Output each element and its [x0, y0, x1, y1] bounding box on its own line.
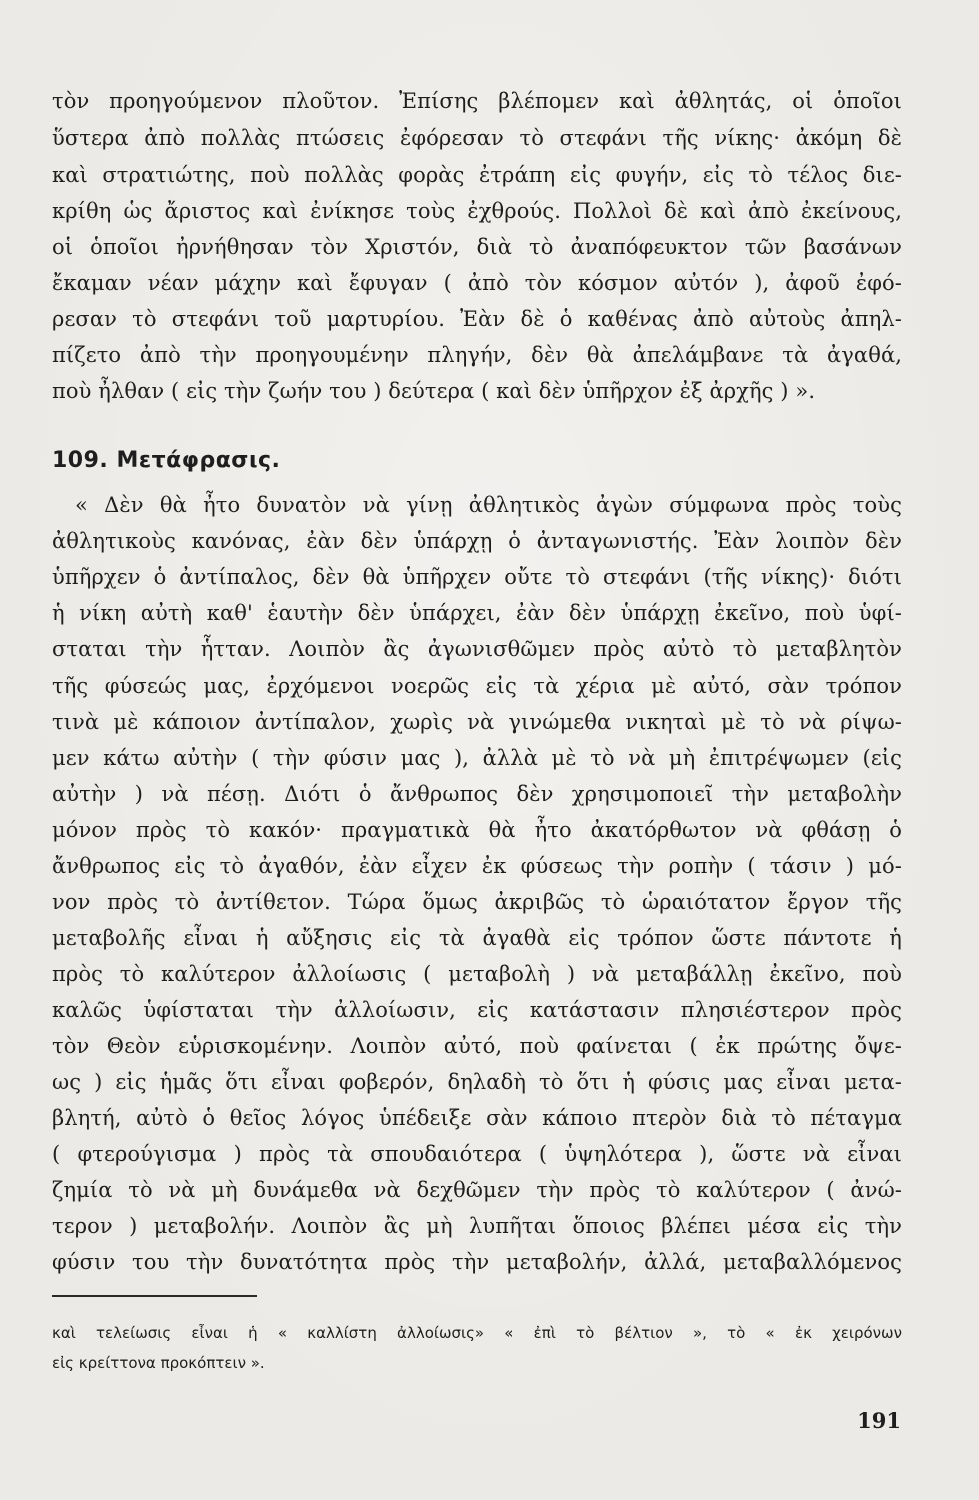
text-line: ως ) εἰς ἡμᾶς ὅτι εἶναι φοβερόν, δηλαδὴ τὸ ὅτι ἡ φύσις μας εἶναι μετα- [52, 1070, 902, 1094]
text-line: ἡ νίκη αὐτὴ καθ' ἑαυτὴν δὲν ὑπάρχει, ἐὰν δὲν ὑπάρχῃ ἐκεῖνο, ποὺ ὑφί- [52, 601, 902, 625]
text-line: ( φτερούγισμα ) πρὸς τὰ σπουδαιότερα ( ὑψηλότερα ), ὥστε νὰ εἶναι [52, 1142, 902, 1166]
text-line: φύσιν του τὴν δυνατότητα πρὸς τὴν μεταβολήν, ἀλλά, μεταβαλλόμενος [52, 1250, 902, 1274]
text-line: τερον ) μεταβολήν. Λοιπὸν ἂς μὴ λυπῆται ὅποιος βλέπει μέσα εἰς τὴν [52, 1214, 902, 1238]
text-line: βλητή, αὐτὸ ὁ θεῖος λόγος ὑπέδειξε σὰν κάποιο πτερὸν διὰ τὸ πέταγμα [52, 1106, 902, 1130]
text-line: ὕστερα ἀπὸ πολλὰς πτώσεις ἐφόρεσαν τὸ στεφάνι τῆς νίκης· ἀκόμη δὲ [52, 126, 902, 150]
text-line: κρίθη ὡς ἄριστος καὶ ἐνίκησε τοὺς ἐχθρούς. Πολλοὶ δὲ καὶ ἀπὸ ἐκείνους, [52, 199, 902, 223]
text-line: ἔκαμαν νέαν μάχην καὶ ἔφυγαν ( ἀπὸ τὸν κόσμον αὐτόν ), ἀφοῦ ἐφό- [52, 271, 902, 295]
footnote-line: εἰς κρείττονα προκόπτειν ». [52, 1354, 265, 1372]
text-line: ὑπῆρχεν ὁ ἀντίπαλος, δὲν θὰ ὑπῆρχεν οὔτε τὸ στεφάνι (τῆς νίκης)· διότι [52, 565, 902, 589]
text-line: πίζετο ἀπὸ τὴν προηγουμένην πληγήν, δὲν θὰ ἀπελάμβανε τὰ ἀγαθά, [52, 343, 902, 367]
text-line: ἄνθρωπος εἰς τὸ ἀγαθόν, ἐὰν εἶχεν ἐκ φύσεως τὴν ροπὴν ( τάσιν ) μό- [52, 854, 902, 878]
text-line: καλῶς ὑφίσταται τὴν ἀλλοίωσιν, εἰς κατάστασιν πλησιέστερον πρὸς [52, 998, 902, 1022]
text-line: σταται τὴν ἧτταν. Λοιπὸν ἂς ἀγωνισθῶμεν πρὸς αὐτὸ τὸ μεταβλητὸν [52, 637, 902, 661]
text-line: τῆς φύσεώς μας, ἐρχόμενοι νοερῶς εἰς τὰ χέρια μὲ αὐτό, σὰν τρόπον [52, 674, 902, 698]
text-line: μόνον πρὸς τὸ κακόν· πραγματικὰ θὰ ἦτο ἀκατόρθωτον νὰ φθάσῃ ὁ [52, 818, 902, 842]
text-line: ρεσαν τὸ στεφάνι τοῦ μαρτυρίου. Ἐὰν δὲ ὁ καθένας ἀπὸ αὐτοὺς ἀπηλ- [52, 307, 902, 331]
text-line: αὐτὴν ) νὰ πέσῃ. Διότι ὁ ἄνθρωπος δὲν χρησιμοποιεῖ τὴν μεταβολὴν [52, 782, 902, 806]
text-line: ποὺ ἦλθαν ( εἰς τὴν ζωήν του ) δεύτερα ( καὶ δὲν ὑπῆρχον ἐξ ἀρχῆς ) ». [52, 379, 816, 403]
text-line: ζημία τὸ νὰ μὴ δυνάμεθα νὰ δεχθῶμεν τὴν πρὸς τὸ καλύτερον ( ἀνώ- [52, 1178, 902, 1202]
text-line: πρὸς τὸ καλύτερον ἀλλοίωσις ( μεταβολὴ ) νὰ μεταβάλλῃ ἐκεῖνο, ποὺ [52, 962, 902, 986]
footnote-divider [52, 1295, 257, 1297]
text-line: νον πρὸς τὸ ἀντίθετον. Τώρα ὅμως ἀκριβῶς τὸ ὡραιότατον ἔργον τῆς [52, 890, 902, 914]
text-line: καὶ στρατιώτης, ποὺ πολλὰς φορὰς ἐτράπη εἰς φυγήν, εἰς τὸ τέλος διε- [52, 163, 902, 187]
text-line: τινὰ μὲ κάποιον ἀντίπαλον, χωρὶς νὰ γινώμεθα νικηταὶ μὲ τὸ νὰ ρίψω- [52, 710, 902, 734]
page-number: 191 [857, 1408, 901, 1433]
text-line: ἀθλητικοὺς κανόνας, ἐὰν δὲν ὑπάρχῃ ὁ ἀνταγωνιστής. Ἐὰν λοιπὸν δὲν [52, 529, 902, 553]
text-line: οἱ ὁποῖοι ἠρνήθησαν τὸν Χριστόν, διὰ τὸ ἀναπόφευκτον τῶν βασάνων [52, 235, 902, 259]
text-line: μεταβολῆς εἶναι ἡ αὔξησις εἰς τὰ ἀγαθὰ εἰς τρόπον ὥστε πάντοτε ἡ [52, 926, 902, 950]
text-line: « Δὲν θὰ ἦτο δυνατὸν νὰ γίνῃ ἀθλητικὸς ἀγὼν σύμφωνα πρὸς τοὺς [75, 493, 902, 517]
section-heading: 109. Μετάφρασις. [52, 448, 281, 473]
text-line: μεν κάτω αὐτὴν ( τὴν φύσιν μας ), ἀλλὰ μὲ τὸ νὰ μὴ ἐπιτρέψωμεν (εἰς [52, 746, 902, 770]
text-line: τὸν Θεὸν εὑρισκομένην. Λοιπὸν αὐτό, ποὺ φαίνεται ( ἐκ πρώτης ὄψε- [52, 1034, 902, 1058]
text-line: τὸν προηγούμενον πλοῦτον. Ἐπίσης βλέπομεν καὶ ἀθλητάς, οἱ ὁποῖοι [52, 89, 902, 113]
footnote-line: καὶ τελείωσις εἶναι ἡ « καλλίστη ἀλλοίωσις» « ἐπὶ τὸ βέλτιον », τὸ « ἐκ χειρόνων [52, 1324, 902, 1342]
